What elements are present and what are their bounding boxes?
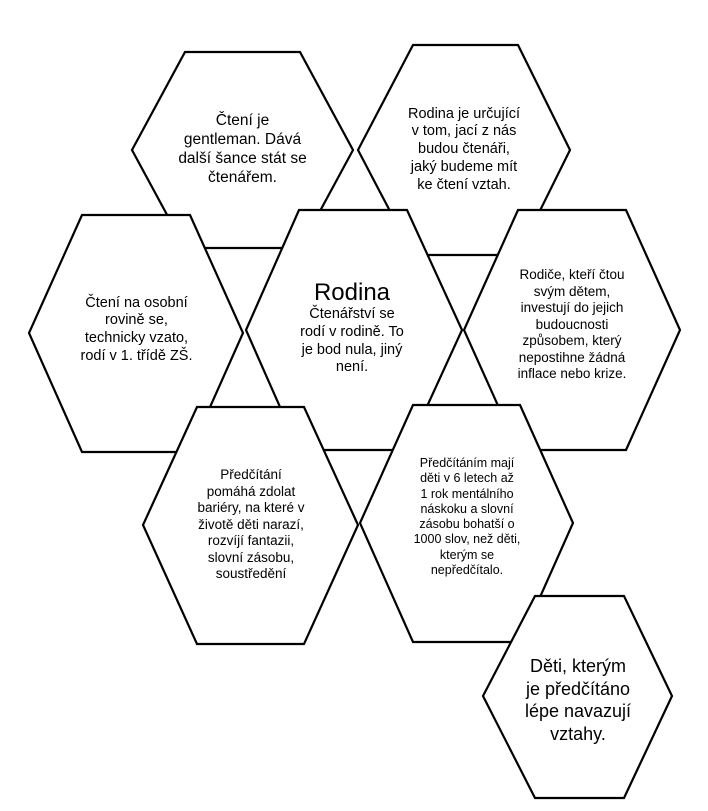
hex-top-left-text: Čtení je gentleman. Dává další šance stát se čtenářem. [178, 112, 307, 186]
hex-bottom-right-text: Předčítáním mají děti v 6 letech až 1 rok mentálního náskoku a slovní zásobu bohatší o 1000 slov, než děti, kterým se nepředčítalo. [413, 456, 521, 577]
hex-center-text [262, 263, 442, 393]
hex-mid-left-text: Čtení na osobní rovině se, technicky vzato, rodí v 1. třídě ZŠ. [80, 294, 193, 364]
hex-mid-right-text: Rodiče, kteří čtou svým dětem, investují do jejich budoucnosti způsobem, který nepostihne žádná inflace nebo krize. [517, 267, 627, 382]
hex-top-right-text: Rodina je určující v tom, jací z nás budou čtenáři, jaký budeme mít ke čtení vztah. [407, 105, 521, 193]
hex-bottom-far-right-text: Děti, kterým je předčítáno lépe navazují vztahy. [524, 656, 632, 744]
center-title: Rodina [313, 278, 391, 306]
hex-bottom-left-text: Předčítání pomáhá zdolat bariéry, na které v životě děti narazí, rozvíjí fantazii, slovní zásobu, soustředění [197, 467, 305, 582]
center-subtitle: Čtenářství se rodí v rodině. To je bod nula, jiný není. [300, 306, 404, 376]
